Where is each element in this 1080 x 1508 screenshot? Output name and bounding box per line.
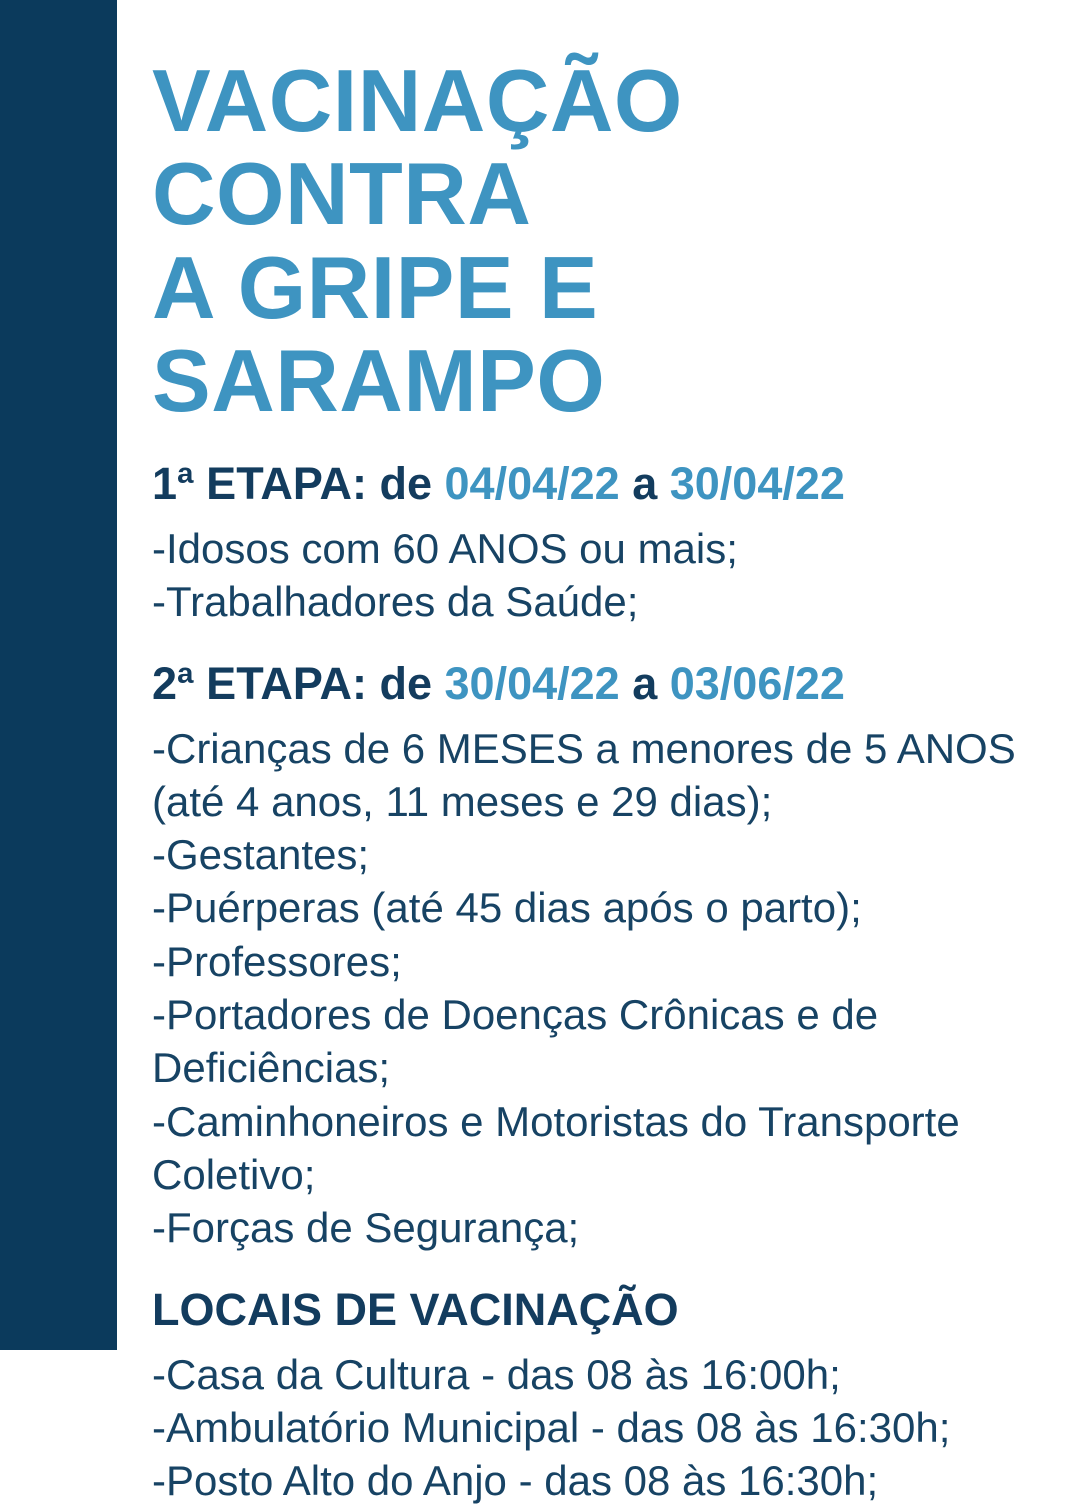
- section-etapa-2: [152, 657, 1057, 1255]
- etapa-2-heading-connector: a: [619, 657, 670, 709]
- list-item: -Portadores de Doenças Crônicas e de Deficiências;: [152, 991, 879, 1092]
- title-line-2: A GRIPE E SARAMPO: [152, 237, 606, 430]
- etapa-2-date-start: 30/04/22: [444, 657, 620, 709]
- locais-heading: [152, 1283, 1057, 1338]
- list-item: -Crianças de 6 MESES a menores de 5 ANOS (até 4 anos, 11 meses e 29 dias);: [152, 724, 1016, 825]
- etapa-1-date-start: 04/04/22: [444, 458, 620, 510]
- list-item: -Idosos com 60 ANOS ou mais;: [152, 524, 738, 572]
- locais-heading-prefix: LOCAIS DE VACINAÇÃO: [152, 1283, 679, 1335]
- list-item: -Ambulatório Municipal - das 08 às 16:30h;: [152, 1404, 951, 1451]
- list-item: -Casa da Cultura - das 08 às 16:00h;: [152, 1350, 841, 1398]
- list-item: -Gestantes;: [152, 831, 370, 879]
- section-locais: [152, 1283, 1057, 1508]
- list-item: -Forças de Segurança;: [152, 1204, 580, 1252]
- etapa-1-heading-connector: a: [619, 458, 670, 510]
- poster-title: [152, 51, 1057, 430]
- title-line-1: VACINAÇÃO CONTRA: [152, 51, 683, 244]
- etapa-1-date-end: 30/04/22: [669, 458, 845, 510]
- list-item: -Trabalhadores da Saúde;: [152, 578, 639, 626]
- list-item: -Professores;: [152, 937, 402, 985]
- poster-content: [152, 51, 1057, 1508]
- etapa-1-heading-prefix: 1ª ETAPA: de: [152, 458, 445, 510]
- list-item: -Puérperas (até 45 dias após o parto);: [152, 884, 862, 932]
- list-item: -Caminhoneiros e Motoristas do Transporte Coletivo;: [152, 1097, 960, 1199]
- etapa-2-heading: [152, 657, 1057, 712]
- etapa-1-heading: [152, 457, 1057, 512]
- list-item: -Posto Alto do Anjo - das 08 às 16:30h;: [152, 1457, 879, 1505]
- etapa-2-heading-prefix: 2ª ETAPA: de: [152, 657, 445, 709]
- left-accent-bar: [0, 0, 117, 1350]
- etapa-2-date-end: 03/06/22: [669, 657, 845, 709]
- section-etapa-1: [152, 457, 1057, 629]
